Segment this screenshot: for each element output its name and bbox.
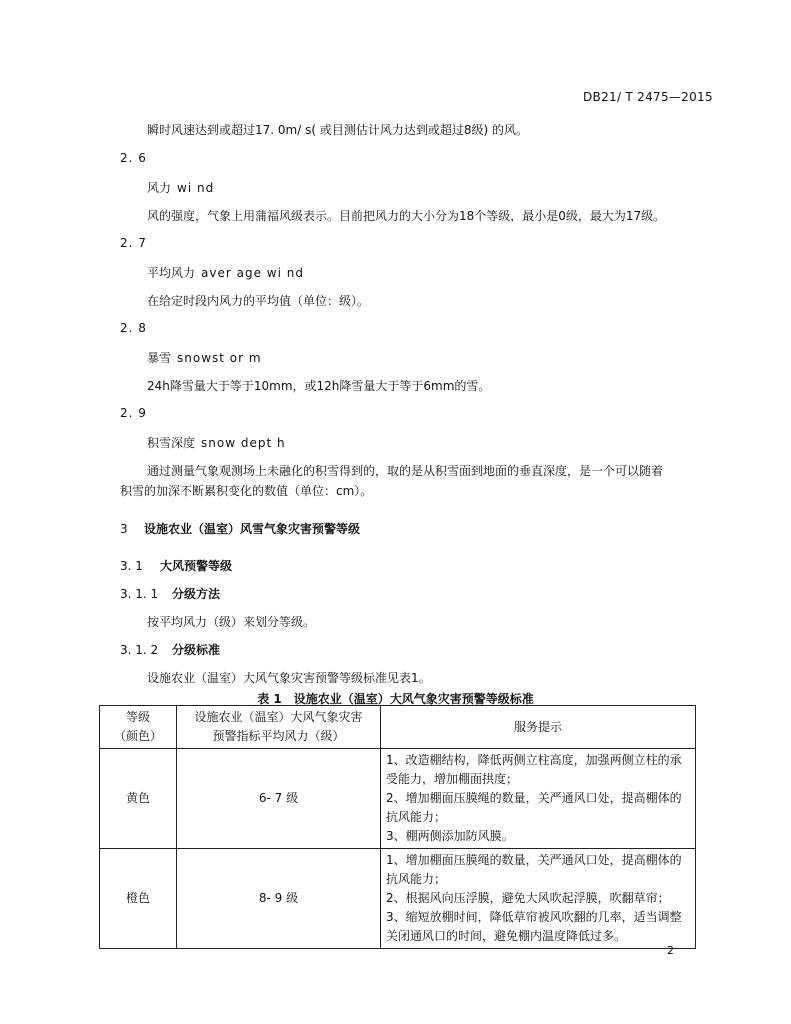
page-number: 2 [667, 944, 674, 957]
tip-line: 抗风能力； [386, 872, 447, 886]
tip-line: 关闭通风口的时间，避免棚内温度降低过多。 [386, 929, 627, 943]
section-heading [120, 641, 220, 658]
term-title [147, 179, 214, 196]
term-number: 2. 8 [120, 321, 147, 335]
section-title: 设施农业（温室）风雪气象灾害预警等级 [144, 522, 361, 536]
definition-text: 瞬时风速达到或超过17. 0m/ s( 或目测估计风力达到或超过8级) 的风。 [147, 123, 528, 137]
header-index-line: 预警指标平均风力（级） [212, 729, 345, 743]
term-title [147, 264, 304, 281]
term-en: snow dept h [201, 436, 286, 450]
term-zh: 风力 [147, 181, 172, 195]
table-row [100, 849, 696, 949]
tip-line: 受能力，增加棚面拱度； [386, 772, 519, 786]
tip-line: 1、改造棚结构，降低两侧立柱高度，加强两侧立柱的承 [386, 753, 682, 767]
header-index [177, 706, 381, 749]
service-tips-cell [381, 849, 696, 949]
tip-line: 2、增加棚面压膜绳的数量，关严通风口处，提高棚体的 [386, 791, 682, 805]
table-header-row [100, 706, 696, 749]
warning-level-table [99, 705, 696, 949]
term-title [147, 349, 262, 366]
section-number: 3. 1. 1 [120, 587, 159, 601]
section-text: 设施农业（温室）大风气象灾害预警等级标准见表1。 [147, 671, 431, 685]
tip-line: 3、棚两侧添加防风膜。 [386, 829, 514, 843]
term-title [147, 434, 286, 451]
definition-text: 在给定时段内风力的平均值（单位：级）。 [147, 294, 370, 308]
section-title: 分级方法 [172, 587, 221, 601]
header-level-line: 等级 [125, 710, 150, 724]
table-row [100, 749, 696, 849]
tip-line: 2、根据风向压浮膜，避免大风吹起浮膜，吹翻草帘； [386, 891, 670, 905]
standard-code: DB21/ T 2475—2015 [583, 90, 713, 104]
definition-text: 风的强度，气象上用蒲福风级表示。目前把风力的大小分为18个等级，最小是0级，最大为17级。 [147, 209, 666, 223]
table-caption-number: 表 1 [257, 692, 282, 706]
section-title: 分级标准 [172, 643, 221, 657]
service-tips-cell [381, 749, 696, 849]
section-title: 大风预警等级 [160, 559, 233, 573]
table-caption-title: 设施农业（温室）大风气象灾害预警等级标准 [293, 692, 534, 706]
section-text: 按平均风力（级）来划分等级。 [147, 615, 316, 629]
level-cell: 橙色 [100, 849, 177, 949]
tip-line: 抗风能力； [386, 810, 447, 824]
section-number: 3. 1 [120, 559, 143, 573]
wind-cell: 6- 7 级 [177, 749, 381, 849]
term-zh: 积雪深度 [147, 436, 196, 450]
definition-text: 积雪的加深不断累积变化的数值（单位：cm）。 [120, 484, 373, 498]
level-cell: 黄色 [100, 749, 177, 849]
term-en: snowst or m [177, 351, 262, 365]
definition-text: 通过测量气象观测场上未融化的积雪得到的，取的是从积雪面到地面的垂直深度，是一个可以随着 [147, 464, 664, 478]
term-en: aver age wi nd [201, 266, 304, 280]
header-level-line: （颜色） [113, 729, 162, 743]
term-zh: 平均风力 [147, 266, 196, 280]
definition-text: 24h降雪量大于等于10mm，或12h降雪量大于等于6mm的雪。 [147, 379, 491, 393]
wind-cell: 8- 9 级 [177, 849, 381, 949]
section-heading [120, 557, 232, 574]
term-en: wi nd [177, 181, 215, 195]
section-number: 3. 1. 2 [120, 643, 159, 657]
section-heading [120, 520, 360, 537]
section-number: 3 [120, 522, 128, 536]
term-number: 2. 7 [120, 236, 147, 250]
term-number: 2. 9 [120, 406, 147, 420]
term-number: 2. 6 [120, 151, 147, 165]
header-level [100, 706, 177, 749]
header-service: 服务提示 [381, 706, 696, 749]
tip-line: 1、增加棚面压膜绳的数量，关严通风口处，提高棚体的 [386, 853, 682, 867]
section-heading [120, 585, 220, 602]
header-index-line: 设施农业（温室）大风气象灾害 [194, 710, 363, 724]
term-zh: 暴雪 [147, 351, 172, 365]
tip-line: 3、缩短放棚时间，降低草帘被风吹翻的几率，适当调整 [386, 910, 682, 924]
